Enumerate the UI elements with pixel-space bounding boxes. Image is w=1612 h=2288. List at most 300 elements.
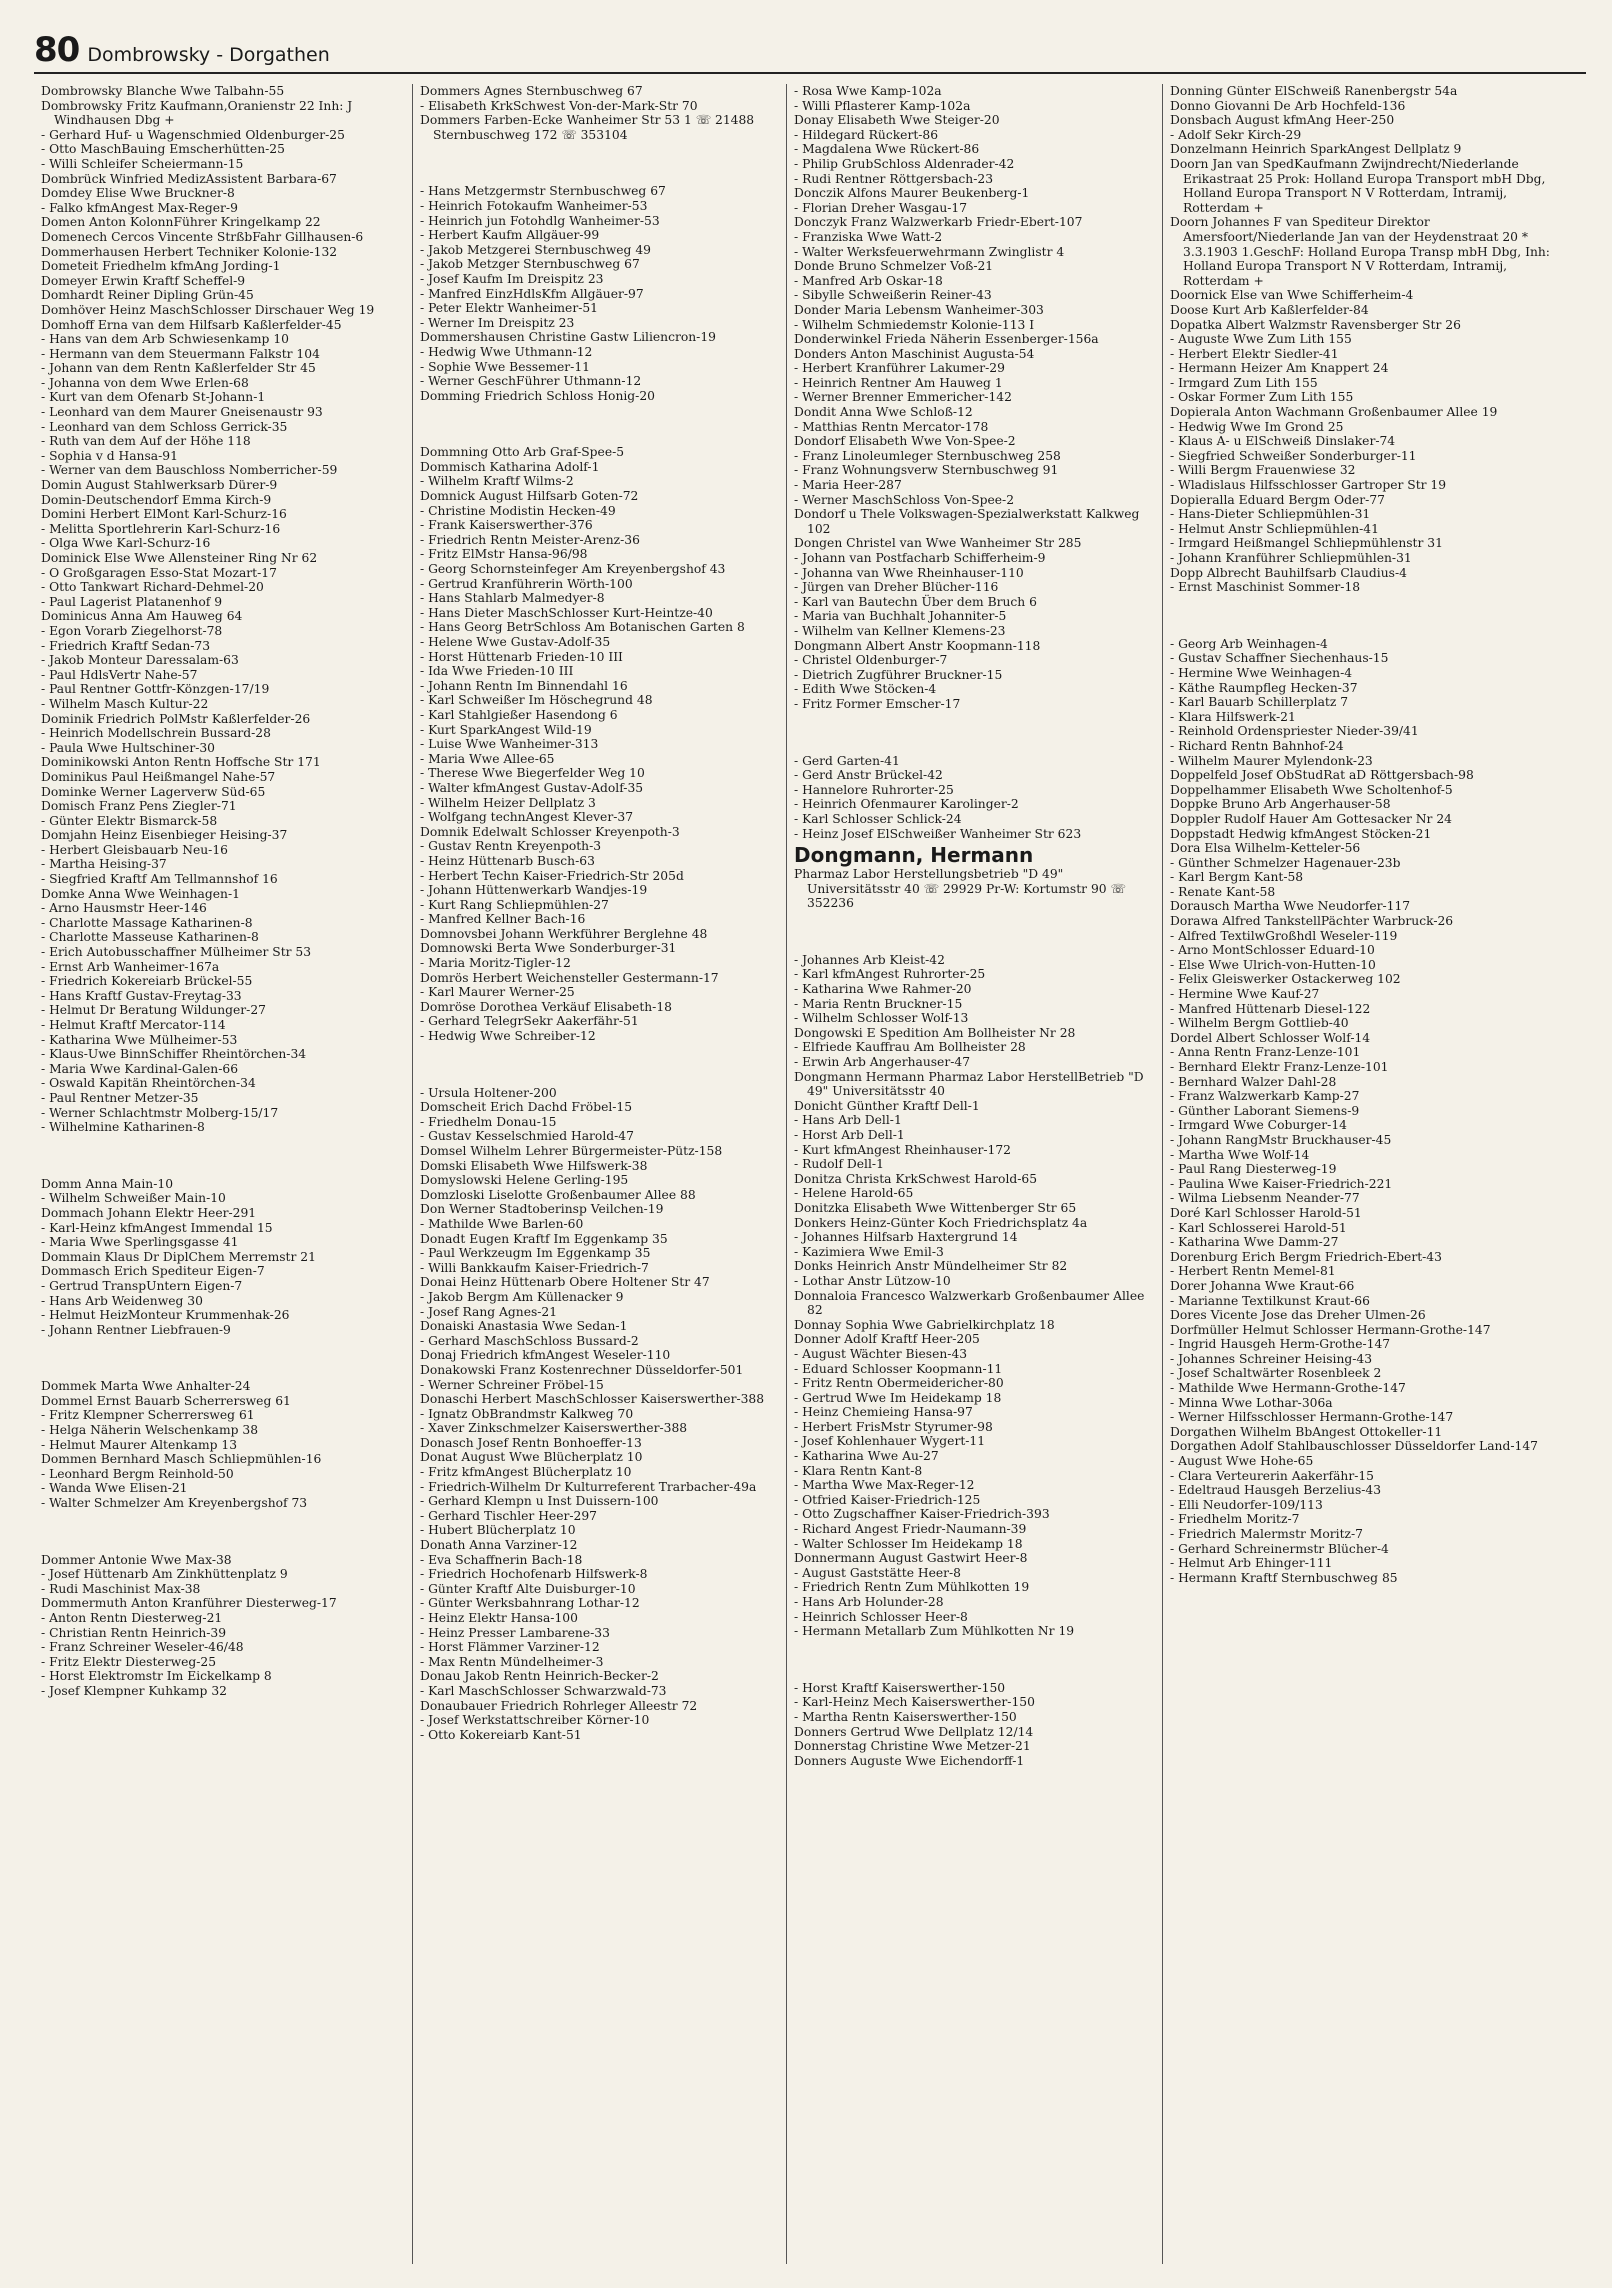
directory-entry: - Paulina Wwe Kaiser-Friedrich-221 [1170,1176,1393,1191]
directory-entry: - Walter Schmelzer Am Kreyenbergshof 73 [41,1496,308,1511]
directory-entry: - Heinrich jun Fotohdlg Wanheimer-53 [420,213,660,228]
directory-entry: - Jakob Monteur Daressalam-63 [41,653,239,668]
directory-entry: Domyslowski Helene Gerling-195 [420,1173,629,1188]
directory-entry: - Georg Schornsteinfeger Am Kreyenbergshof 43 [420,562,726,577]
directory-entry: Doré Karl Schlosser Harold-51 [1170,1205,1362,1220]
directory-entry: - August Wächter Biesen-43 [794,1346,968,1361]
directory-entry: - Heinrich Modellschrein Bussard-28 [41,726,271,741]
directory-entry: Domscheit Erich Dachd Fröbel-15 [420,1100,633,1115]
directory-entry: Dominikus Paul Heißmangel Nahe-57 [41,769,276,784]
directory-entry: - Karl Bauarb Schillerplatz 7 [1170,695,1349,710]
directory-entry: - Alfred TextilwGroßhdl Weseler-119 [1170,928,1398,943]
directory-entry: - Otto Tankwart Richard-Dehmel-20 [41,580,264,595]
directory-entry: - Gertrud Kranführerin Wörth-100 [420,576,633,591]
directory-entry: Don Werner Stadtoberinsp Veilchen-19 [420,1202,664,1217]
directory-entry: Dometeit Friedhelm kfmAng Jording-1 [41,259,281,274]
directory-entry: - Walter kfmAngest Gustav-Adolf-35 [420,780,644,795]
directory-entry: - Anna Rentn Franz-Lenze-101 [1170,1045,1361,1060]
column-4 [1162,84,1580,2264]
directory-entry: - Wilhelm Kraftf Wilms-2 [420,474,574,489]
directory-entry: Dombrowsky Fritz Kaufmann,Oranienstr 22 Inh: J Windhausen Dbg + [41,98,353,128]
directory-entry: - Anton Rentn Diesterweg-21 [41,1611,223,1625]
directory-entry: - Hildegard Rückert-86 [794,127,939,142]
directory-entry: - Xaver Zinkschmelzer Kaiserswerther-388 [420,1421,688,1436]
directory-entry: - Horst Hüttenarb Frieden-10 III [420,649,623,664]
directory-entry: Domenech Cercos Vincente StrßbFahr Gillhausen-6 [41,229,364,244]
directory-entry: - Leonhard van dem Schloss Gerrick-35 [41,419,288,434]
directory-entry: - Wilhelm Schlosser Wolf-13 [794,1011,969,1026]
directory-entry: Dommning Otto Arb Graf-Spee-5 [420,445,625,460]
directory-entry: Domnick August Hilfsarb Goten-72 [420,489,639,504]
directory-entry: - Elfriede Kauffrau Am Bollheister 28 [794,1040,1026,1055]
directory-entry: - Karl Schlosser Schlick-24 [794,811,962,826]
directory-entry: Donadt Eugen Kraftf Im Eggenkamp 35 [420,1231,668,1246]
directory-entry: Dommach Johann Elektr Heer-291 [41,1205,257,1220]
directory-entry: - Ida Wwe Frieden-10 III [420,664,574,679]
directory-entry: - Johann Hüttenwerkarb Wandjes-19 [420,883,648,898]
directory-entry: - Josef Kaufm Im Dreispitz 23 [420,271,604,286]
directory-entry: - Mathilde Wwe Barlen-60 [420,1216,584,1231]
directory-entry: Donczik Alfons Maurer Beukenberg-1 [794,186,1030,201]
directory-entry: Domrös Herbert Weichensteller Gestermann-17 [420,970,719,985]
directory-entry: - Willi Bankkaufm Kaiser-Friedrich-7 [420,1260,649,1275]
directory-entry: - Friedhelm Donau-15 [420,1114,557,1129]
directory-entry: - Horst Elektromstr Im Eickelkamp 8 [41,1669,272,1684]
directory-entry: Domini Herbert ElMont Karl-Schurz-16 [41,507,287,522]
directory-entry: - Heinz Chemieing Hansa-97 [794,1405,973,1420]
directory-entry: - Edith Wwe Stöcken-4 [794,682,937,697]
directory-entry: - Maria Wwe Allee-65 [420,751,555,766]
directory-entry: - Gerd Anstr Brückel-42 [794,768,943,783]
directory-entry: - Irmgard Zum Lith 155 [1170,375,1318,390]
directory-entry: - Rudolf Dell-1 [794,1157,884,1172]
column-1 [34,84,412,2264]
directory-entry: - Gustav Rentn Kreyenpoth-3 [420,839,602,854]
directory-entry: - Josef Klempner Kuhkamp 32 [41,1683,227,1698]
spacer [794,728,1155,738]
directory-entry: - Leonhard Bergm Reinhold-50 [41,1466,234,1481]
directory-entry: - Klara Hilfswerk-21 [1170,709,1296,724]
directory-entry: - Manfred EinzHdlsKfm Allgäuer-97 [420,286,644,301]
directory-entry: Domin August Stahlwerksarb Dürer-9 [41,478,278,493]
directory-entry: - Helene Wwe Gustav-Adolf-35 [420,635,611,649]
directory-entry: Domzloski Liselotte Großenbaumer Allee 88 [420,1187,696,1202]
directory-entry: Dommisch Katharina Adolf-1 [420,459,600,474]
spacer [420,419,779,429]
directory-entry: - Horst Kraftf Kaiserswerther-150 [794,1680,1006,1695]
directory-entry: Donasch Josef Rentn Bonhoeffer-13 [420,1435,642,1450]
directory-entry: Dombrück Winfried MedizAssistent Barbara-67 [41,171,337,186]
directory-entry: - Charlotte Massage Katharinen-8 [41,915,253,930]
directory-entry: - Wilhelm Maurer Mylendonk-23 [1170,753,1373,768]
directory-entry: - Johann van Postfacharb Schifferheim-9 [794,551,1046,565]
directory-entry: - Franz Walzwerkarb Kamp-27 [1170,1089,1360,1104]
directory-entry: - Hermann Heizer Am Knappert 24 [1170,361,1389,376]
directory-entry: Donitzka Elisabeth Wwe Wittenberger Str 65 [794,1200,1077,1215]
directory-entry: Domhoff Erna van dem Hilfsarb Kaßlerfelder-45 [41,317,342,332]
directory-entry: - Maria Rentn Bruckner-15 [794,996,963,1011]
directory-entry: Dorfmüller Helmut Schlosser Hermann-Grothe-147 [1170,1322,1491,1337]
directory-entry: - Else Wwe Ulrich-von-Hutten-10 [1170,957,1376,972]
directory-entry: - Eduard Schlosser Koopmann-11 [794,1361,1003,1376]
directory-entry: Dopatka Albert Walzmstr Ravensberger Str 26 [1170,317,1461,332]
directory-entry: - Katharina Wwe Mülheimer-53 [41,1032,238,1047]
directory-entry: Donks Heinrich Anstr Mündelheimer Str 82 [794,1259,1068,1274]
directory-entry: - Josef Werkstattschreiber Körner-10 [420,1713,650,1728]
directory-entry: - Willi Bergm Frauenwiese 32 [1170,463,1356,478]
spacer [420,1060,779,1070]
directory-entry: - Franziska Wwe Watt-2 [794,229,943,244]
directory-entry: - Martha Wwe Max-Reger-12 [794,1478,975,1493]
directory-entry: - Otfried Kaiser-Friedrich-125 [794,1492,981,1507]
directory-entry: Dopierala Anton Wachmann Großenbaumer Allee 19 [1170,405,1498,420]
directory-entry: - Irmgard Wwe Coburger-14 [1170,1118,1347,1133]
directory-entry: - Helmut Anstr Schliepmühlen-41 [1170,521,1379,536]
directory-entry: - Richard Rentn Bahnhof-24 [1170,738,1344,753]
spacer [1170,611,1573,621]
directory-entry: Domen Anton KolonnFührer Kringelkamp 22 [41,215,321,230]
directory-entry: Domjahn Heinz Eisenbieger Heising-37 [41,828,288,843]
directory-entry: - Peter Elektr Wanheimer-51 [420,301,599,316]
directory-entry: Dongmann Albert Anstr Koopmann-118 [794,638,1041,653]
directory-entry: - Werner Schreiner Fröbel-15 [420,1377,604,1392]
directory-entry: Doppler Rudolf Hauer Am Gottesacker Nr 24 [1170,811,1452,826]
directory-entry: - Werner GeschFührer Uthmann-12 [420,374,642,389]
directory-entry: - Heinrich Fotokaufm Wanheimer-53 [420,198,648,213]
directory-entry: - Werner Schlachtmstr Molberg-15/17 [41,1105,279,1120]
directory-entry: Pharmaz Labor Herstellungsbetrieb "D 49" Universitätsstr 40 ☏ 29929 Pr-W: Kortumstr 90 ☏ 352236 [794,867,1126,911]
directory-entry: Domeyer Erwin Kraftf Scheffel-9 [41,273,246,288]
directory-entry: Dopieralla Eduard Bergm Oder-77 [1170,492,1385,507]
directory-entry: - Rosa Wwe Kamp-102a [794,84,942,98]
directory-entry: - Reinhold Ordenspriester Nieder-39/41 [1170,724,1419,739]
directory-entry: - Hermine Wwe Kauf-27 [1170,987,1320,1002]
directory-entry: Doornick Else van Wwe Schifferheim-4 [1170,288,1414,303]
directory-entry: - Gerhard MaschSchloss Bussard-2 [420,1333,639,1348]
page-header [34,30,1586,74]
directory-entry: - Karl Stahlgießer Hasendong 6 [420,707,618,722]
directory-entry: - Franz Schreiner Weseler-46/48 [41,1640,244,1655]
directory-entry: Domnik Edelwalt Schlosser Kreyenpoth-3 [420,824,680,839]
directory-entry: - Johanna van Wwe Rheinhauser-110 [794,565,1024,580]
directory-entry: Dominke Werner Lagerverw Süd-65 [41,784,266,799]
directory-entry: - Heinrich Ofenmaurer Karolinger-2 [794,797,1019,812]
directory-entry: Doppke Bruno Arb Angerhauser-58 [1170,797,1391,812]
directory-entry: - Matthias Rentn Mercator-178 [794,419,989,434]
directory-entry: - Helmut Arb Ehinger-111 [1170,1556,1333,1571]
directory-entry: - Katharina Wwe Damm-27 [1170,1235,1339,1250]
directory-entry: Dondorf Elisabeth Wwe Von-Spee-2 [794,434,1016,449]
spacer [794,927,1155,937]
directory-entry: - Fritz Former Emscher-17 [794,696,961,711]
directory-entry: Domnovsbei Johann Werkführer Berglehne 48 [420,926,708,941]
directory-entry: Dondit Anna Wwe Schloß-12 [794,405,973,420]
column-3 [786,84,1162,2264]
directory-entry: Domisch Franz Pens Ziegler-71 [41,799,237,814]
directory-entry: - Hans Dieter MaschSchlosser Kurt-Heintze-40 [420,605,713,620]
directory-entry: - Friedrich Kraftf Sedan-73 [41,638,211,653]
directory-entry: - Karl Schweißer Im Höschegrund 48 [420,693,653,708]
directory-entry: - Hannelore Ruhrorter-25 [794,782,954,797]
directory-entry: Domhardt Reiner Dipling Grün-45 [41,288,254,303]
directory-entry: Dommermuth Anton Kranführer Diesterweg-17 [41,1596,337,1611]
directory-entry: - Klaus A- u ElSchweiß Dinslaker-74 [1170,434,1396,449]
directory-entry: - Friedrich Kokereiarb Brückel-55 [41,974,253,989]
directory-entry: - Therese Wwe Biegerfelder Weg 10 [420,766,645,781]
directory-entry: - Wilhelm Masch Kultur-22 [41,696,209,711]
spacer [41,1527,405,1537]
directory-entry: - Hermann van dem Steuermann Falkstr 104 [41,346,320,361]
directory-entry: - Hans Stahlarb Malmedyer-8 [420,591,605,606]
directory-entry: - Siegfried Schweißer Sonderburger-11 [1170,448,1417,463]
directory-entry: - Wilhelm Schweißer Main-10 [41,1191,226,1206]
directory-entry: Donczyk Franz Walzwerkarb Friedr-Ebert-107 [794,215,1083,230]
directory-entry: Domming Friedrich Schloss Honig-20 [420,388,655,403]
directory-entry: - Bernhard Walzer Dahl-28 [1170,1074,1337,1089]
directory-entry: - Herbert Elektr Siedler-41 [1170,346,1339,361]
directory-entry: - Günter Elektr Bismarck-58 [41,813,218,828]
directory-entry: Donnermann August Gastwirt Heer-8 [794,1551,1028,1566]
directory-entry: - Franz Linoleumleger Sternbuschweg 258 [794,448,1061,463]
directory-entry: - Friedrich Malermstr Moritz-7 [1170,1527,1363,1541]
directory-entry: - Richard Angest Friedr-Naumann-39 [794,1522,1027,1537]
directory-entry: - Fritz ElMstr Hansa-96/98 [420,547,588,562]
directory-entry: - Sophia v d Hansa-91 [41,448,178,463]
directory-entry: - Helmut Maurer Altenkamp 13 [41,1437,238,1452]
directory-entry: Donaj Friedrich kfmAngest Weseler-110 [420,1348,671,1363]
page-range-title: Dombrowsky - Dorgathen [87,44,330,66]
directory-entry: - Johannes Hilfsarb Haxtergrund 14 [794,1230,1018,1245]
directory-entry: Dombrowsky Blanche Wwe Talbahn-55 [41,84,285,98]
directory-entry: Donners Gertrud Wwe Dellplatz 12/14 [794,1724,1034,1739]
directory-entry: - Herbert Techn Kaiser-Friedrich-Str 205d [420,868,684,883]
directory-entry: Dongmann Hermann Pharmaz Labor HerstellBetrieb "D 49" Universitätsstr 40 [794,1069,1144,1099]
directory-entry: Domnowski Berta Wwe Sonderburger-31 [420,941,677,956]
directory-entry: - Sibylle Schweißerin Reiner-43 [794,288,992,303]
directory-entry: Dominik Friedrich PolMstr Kaßlerfelder-26 [41,711,311,726]
directory-entry: - Martha Heising-37 [41,857,167,872]
directory-entry: - Günther Schmelzer Hagenauer-23b [1170,855,1401,870]
directory-entry: - Josef Hüttenarb Am Zinkhüttenplatz 9 [41,1567,288,1582]
directory-entry: - Karl-Heinz Mech Kaiserswerther-150 [794,1695,1035,1710]
directory-entry: Dondorf u Thele Volkswagen-Spezialwerkstatt Kalkweg 102 [794,507,1140,536]
directory-entry: Doppstadt Hedwig kfmAngest Stöcken-21 [1170,826,1432,841]
directory-entry: - Werner van dem Bauschloss Nomberricher-59 [41,463,338,478]
directory-entry: - Auguste Wwe Zum Lith 155 [1170,332,1352,347]
directory-entry: - Luise Wwe Wanheimer-313 [420,737,599,752]
directory-entry: - Falko kfmAngest Max-Reger-9 [41,200,238,215]
directory-entry: - Bernhard Elektr Franz-Lenze-101 [1170,1060,1389,1074]
directory-entry: - Arno Hausmstr Heer-146 [41,901,207,916]
directory-entry: - Werner Hilfsschlosser Hermann-Grothe-147 [1170,1410,1454,1425]
directory-entry: - Erwin Arb Angerhauser-47 [794,1055,971,1070]
directory-entry: - Minna Wwe Lothar-306a [1170,1395,1333,1410]
directory-entry: - Hermann Kraftf Sternbuschweg 85 [1170,1570,1398,1585]
directory-entry: Domm Anna Main-10 [41,1176,174,1191]
directory-entry: Donderwinkel Frieda Näherin Essenberger-156a [794,332,1099,347]
directory-entry: Donder Maria Lebensm Wanheimer-303 [794,302,1044,317]
directory-entry: - Jakob Metzger Sternbuschweg 67 [420,257,640,272]
directory-entry: - Hans Arb Holunder-28 [794,1595,944,1609]
directory-entry: - Christel Oldenburger-7 [794,653,948,668]
directory-entry: Donai Heinz Hüttenarb Obere Holtener Str 47 [420,1275,710,1290]
directory-entry: - Klaus-Uwe BinnSchiffer Rheintörchen-34 [41,1047,307,1062]
directory-entry: Dores Vicente Jose das Dreher Ulmen-26 [1170,1308,1426,1323]
directory-entry: - Werner Im Dreispitz 23 [420,315,575,330]
directory-entry: - Fritz kfmAngest Blücherplatz 10 [420,1465,632,1480]
directory-entry: - Gerhard Schreinermstr Blücher-4 [1170,1541,1389,1556]
directory-entry: Donnerstag Christine Wwe Metzer-21 [794,1739,1031,1754]
directory-entry: - Florian Dreher Wasgau-17 [794,200,968,215]
directory-entry: - Ernst Maschinist Sommer-18 [1170,580,1361,595]
directory-entry: - Johanna von dem Wwe Erlen-68 [41,375,249,390]
directory-entry: - Josef Kohlenhauer Wygert-11 [794,1434,986,1449]
directory-entry: - Gerhard Tischler Heer-297 [420,1508,597,1523]
directory-entry: - Gustav Schaffner Siechenhaus-15 [1170,651,1389,666]
directory-entry: - Maria Heer-287 [794,478,902,493]
directory-entry: Domin-Deutschendorf Emma Kirch-9 [41,492,272,507]
directory-entry: - Katharina Wwe Rahmer-20 [794,982,972,997]
directory-entry: - Leonhard van dem Maurer Gneisenaustr 93 [41,405,323,420]
directory-entry: - Ursula Holtener-200 [420,1085,557,1100]
directory-entry: Doorn Jan van SpedKaufmann Zwijndrecht/Niederlande Erikastraat 25 Prok: Holland Europa Transport mbH Dbg, Holland Europa Transport N V Rotterdam, Intramij, Rotterdam + [1170,156,1546,215]
directory-entry: Dorenburg Erich Bergm Friedrich-Ebert-43 [1170,1249,1442,1264]
directory-entry: Dommasch Erich Spediteur Eigen-7 [41,1264,265,1279]
directory-entry: - Horst Flämmer Varziner-12 [420,1640,600,1655]
directory-entry: - Gerhard Klempn u Inst Duissern-100 [420,1494,659,1509]
directory-entry: - O Großgaragen Esso-Stat Mozart-17 [41,565,277,580]
directory-entry: - Oswald Kapitän Rheintörchen-34 [41,1076,256,1091]
directory-entry: - Georg Arb Weinhagen-4 [1170,636,1328,651]
directory-entry: Donnaloia Francesco Walzwerkarb Großenbaumer Allee 82 [794,1288,1145,1318]
directory-entry: - Wanda Wwe Elisen-21 [41,1481,188,1496]
directory-entry: - Friedrich Rentn Zum Mühlkotten 19 [794,1580,1030,1595]
directory-entry: Donders Anton Maschinist Augusta-54 [794,346,1035,361]
directory-entry: Dommer Antonie Wwe Max-38 [41,1552,232,1567]
directory-entry: - Kurt kfmAngest Rheinhauser-172 [794,1142,1011,1157]
directory-entry: - Manfred Kellner Bach-16 [420,912,586,927]
directory-entry: - Manfred Arb Oskar-18 [794,273,943,288]
directory-entry: - Olga Wwe Karl-Schurz-16 [41,536,211,551]
directory-entry: Dorgathen Adolf Stahlbauschlosser Düsseldorfer Land-147 [1170,1439,1538,1454]
directory-entry: Dorawa Alfred TankstellPächter Warbruck-26 [1170,914,1454,929]
directory-entry: - Herbert FrisMstr Styrumer-98 [794,1419,993,1434]
directory-entry: - Katharina Wwe Au-27 [794,1449,939,1464]
directory-entry: - Werner MaschSchloss Von-Spee-2 [794,492,1015,507]
directory-entry: Dorausch Martha Wwe Neudorfer-117 [1170,899,1411,914]
spacer [41,1151,405,1161]
directory-entry: - Maria Wwe Sperlingsgasse 41 [41,1235,239,1250]
directory-entry: - Maria van Buchhalt Johanniter-5 [794,609,1007,624]
directory-entry: Dorgathen Wilhelm BbAngest Ottokeller-11 [1170,1424,1443,1439]
page-number: 80 [34,30,80,70]
directory-entry: - Hans Kraftf Gustav-Freytag-33 [41,988,242,1003]
directory-entry: Donicht Günther Kraftf Dell-1 [794,1098,980,1113]
directory-entry: Dopp Albrecht Bauhilfsarb Claudius-4 [1170,565,1407,580]
directory-entry: - Hermine Wwe Weinhagen-4 [1170,665,1353,680]
directory-entry: - Herbert Kaufm Allgäuer-99 [420,228,600,243]
directory-entry: - Hans Metzgermstr Sternbuschweg 67 [420,184,666,199]
directory-entry: - Heinz Elektr Hansa-100 [420,1611,578,1625]
directory-entry: - Walter Werksfeuerwehrmann Zwinglistr 4 [794,244,1065,259]
directory-entry: Dorer Johanna Wwe Kraut-66 [1170,1278,1355,1293]
directory-entry: - Arno MontSchlosser Eduard-10 [1170,943,1375,958]
directory-entry: - Hans-Dieter Schliepmühlen-31 [1170,507,1371,522]
directory-entry: - Heinrich Rentner Am Hauweg 1 [794,375,1003,390]
directory-entry: - Paul Rang Diesterweg-19 [1170,1162,1337,1177]
directory-entry: - August Wwe Hohe-65 [1170,1454,1314,1469]
directory-entry: - Johann Kranführer Schliepmühlen-31 [1170,551,1412,565]
directory-entry: - Martha Wwe Wolf-14 [1170,1147,1310,1162]
directory-entry: - Paul HdlsVertr Nahe-57 [41,667,198,682]
directory-entry: - Käthe Raumpfleg Hecken-37 [1170,680,1358,695]
directory-entry: Dominicus Anna Am Hauweg 64 [41,609,243,624]
directory-entry: Dommers Farben-Ecke Wanheimer Str 53 1 ☏ 21488 Sternbuschweg 172 ☏ 353104 [420,113,755,142]
directory-entry: Donat August Wwe Blücherplatz 10 [420,1450,643,1465]
directory-entry: - Fritz Rentn Obermeidericher-80 [794,1376,1004,1391]
directory-entry: - Edeltraud Hausgeh Berzelius-43 [1170,1483,1382,1498]
directory-entry: - Friedrich Rentn Meister-Arenz-36 [420,532,640,547]
directory-entry: - Kurt van dem Ofenarb St-Johann-1 [41,390,266,405]
directory-entry: - Wilhelmine Katharinen-8 [41,1120,205,1135]
directory-entry: Domsel Wilhelm Lehrer Bürgermeister-Pütz-158 [420,1144,723,1158]
directory-entry: - Karl Bergm Kant-58 [1170,870,1304,885]
directory-entry: - Wolfgang technAngest Klever-37 [420,810,634,825]
directory-entry: - Hedwig Wwe Schreiber-12 [420,1029,596,1044]
directory-entry: - Günter Kraftf Alte Duisburger-10 [420,1581,636,1596]
directory-entry: - Mathilde Wwe Hermann-Grothe-147 [1170,1381,1406,1396]
directory-entry: Dommain Klaus Dr DiplChem Merremstr 21 [41,1249,316,1264]
directory-entry: - Wilhelm Bergm Gottlieb-40 [1170,1016,1349,1031]
directory-entry: - Erich Autobusschaffner Mülheimer Str 53 [41,945,312,960]
directory-entry: - Maria Wwe Kardinal-Galen-66 [41,1061,239,1076]
directory-entry: - Herbert Gleisbauarb Neu-16 [41,842,228,857]
directory-entry: - Willi Schleifer Scheiermann-15 [41,156,244,171]
directory-entry: - Max Rentn Mündelheimer-3 [420,1654,604,1669]
directory-entry: Doppelfeld Josef ObStudRat aD Röttgersbach-98 [1170,768,1474,783]
directory-entry: Donzelmann Heinrich SparkAngest Dellplatz 9 [1170,142,1462,157]
columns [34,84,1586,2264]
directory-entry: - Hermann Metallarb Zum Mühlkotten Nr 19 [794,1624,1075,1639]
directory-entry: - Paul Rentner Gottfr-Könzgen-17/19 [41,682,270,697]
directory-entry: - Josef Rang Agnes-21 [420,1304,558,1319]
directory-entry: - Karl van Bautechn Über dem Bruch 6 [794,594,1037,609]
directory-entry: - Friedrich Hochofenarb Hilfswerk-8 [420,1567,648,1582]
directory-entry: Donno Giovanni De Arb Hochfeld-136 [1170,98,1406,113]
directory-entry: - Herbert Kranführer Lakumer-29 [794,361,1005,376]
directory-entry: - Eva Schaffnerin Bach-18 [420,1552,583,1567]
directory-entry: Domski Elisabeth Wwe Hilfswerk-38 [420,1158,648,1173]
directory-entry: - Gertrud TranspUntern Eigen-7 [41,1278,243,1293]
directory-entry: Donath Anna Varziner-12 [420,1538,578,1553]
directory-entry: Doose Kurt Arb Kaßlerfelder-84 [1170,302,1369,317]
directory-entry: - Helmut Dr Beratung Wildunger-27 [41,1003,266,1018]
directory-entry: - Hedwig Wwe Uthmann-12 [420,344,593,359]
directory-entry: Donners Auguste Wwe Eichendorff-1 [794,1753,1025,1768]
directory-entry: Dora Elsa Wilhelm-Ketteler-56 [1170,841,1361,856]
directory-entry: - Christine Modistin Hecken-49 [420,503,616,518]
directory-entry: - Günter Werksbahnrang Lothar-12 [420,1596,640,1611]
directory-entry: - Paul Werkzeugm Im Eggenkamp 35 [420,1246,651,1261]
directory-entry: - Wladislaus Hilfsschlosser Gartroper Str 19 [1170,478,1447,493]
directory-entry: - Gerhard TelegrSekr Aakerfähr-51 [420,1014,639,1029]
directory-entry: Dommek Marta Wwe Anhalter-24 [41,1379,251,1394]
directory-entry: - Egon Vorarb Ziegelhorst-78 [41,623,223,638]
directory-entry: - Friedhelm Moritz-7 [1170,1512,1300,1527]
directory-entry: Dominikowski Anton Rentn Hoffsche Str 171 [41,755,321,770]
directory-entry: - Johannes Arb Kleist-42 [794,952,945,967]
directory-entry: Domröse Dorothea Verkäuf Elisabeth-18 [420,999,672,1014]
